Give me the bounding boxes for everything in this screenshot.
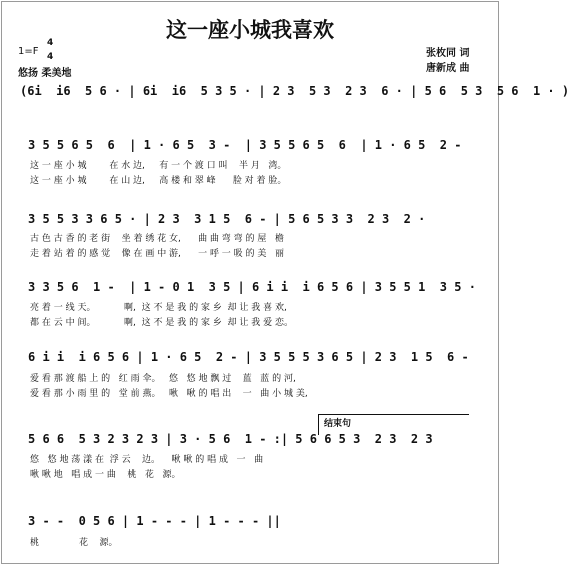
notation-line-5: 5 6 6 5 3 2 3 2 3 | 3 · 5 6 1 - :| 5 6 6 5 3 2 3 2 3 [28,432,433,446]
lyric-line-4-verse-2: 爱 看 那 小 雨 里 的 堂 前 燕。 啾 啾 的 唱 出 一 曲 小 城 美, [30,389,308,399]
notation-line-2: 3 5 5 3 3 6 5 · | 2 3 3 1 5 6 - | 5 6 5 3 3 2 3 2 · [28,212,426,226]
lyric-line-4-verse-1: 爱 看 那 渡 船 上 的 红 雨 伞。 悠 悠 地 飘 过 蓝 蓝 的 河, [30,374,296,384]
lyric-line-5-verse-1: 悠 悠 地 荡 漾 在 浮 云 边。 啾 啾 的 唱 成 一 曲 [30,455,264,465]
tempo-marking: 悠扬 柔美地 [18,68,72,79]
lyricist-credit: 张枚同 词 [426,48,470,59]
lyric-line-1-verse-1: 这 一 座 小 城 在 水 边, 有 一 个 渡 口 叫 半 月 湾。 [30,161,287,171]
lyric-line-1-verse-2: 这 一 座 小 城 在 山 边, 高 楼 和 翠 峰 脸 对 着 脸。 [30,176,287,186]
lyric-line-6: 桃 花 源。 [30,538,118,548]
time-signature-bottom: 4 [47,52,54,62]
time-signature-top: 4 [47,38,54,48]
composer-credit: 唐新成 曲 [426,63,470,74]
notation-line-3: 3 3 5 6 1 - | 1 - 0 1 3 5 | 6 i i i 6 5 6 | 3 5 5 1 3 5 · [28,280,476,294]
ending-label: 结束句 [324,419,352,429]
notation-line-1: 3 5 5 6 5 6 | 1 · 6 5 3 - | 3 5 5 6 5 6 | 1 · 6 5 2 - [28,138,462,152]
key-signature: 1=F [18,46,39,57]
lyric-line-5-verse-2: 啾 啾 地 唱 成 一 曲 桃 花 源。 [30,470,181,480]
lyric-line-3-verse-2: 都 在 云 中 间。 啊, 这 不 是 我 的 家 乡 却 让 我 爱 恋。 [30,318,293,328]
notation-line-6: 3 - - 0 5 6 | 1 - - - | 1 - - - || [28,514,281,528]
lyric-line-2-verse-1: 古 色 古 香 的 老 街 坐 着 绣 花 女, 曲 曲 弯 弯 的 屋 檐 [30,234,284,244]
notation-line-intro: (6i i6 5 6 · | 6i i6 5 3 5 · | 2 3 5 3 2 3 6 · | 5 6 5 3 5 6 1 · ) [20,84,569,98]
lyric-line-2-verse-2: 走 着 站 着 的 感 觉 像 在 画 中 游, 一 呼 一 吸 的 美 丽 [30,249,284,259]
notation-line-4: 6 i i i 6 5 6 | 1 · 6 5 2 - | 3 5 5 5 3 6 5 | 2 3 1 5 6 - [28,350,469,364]
song-title: 这一座小城我喜欢 [166,18,334,42]
lyric-line-3-verse-1: 亮 着 一 线 天。 啊, 这 不 是 我 的 家 乡 却 让 我 喜 欢, [30,303,287,313]
